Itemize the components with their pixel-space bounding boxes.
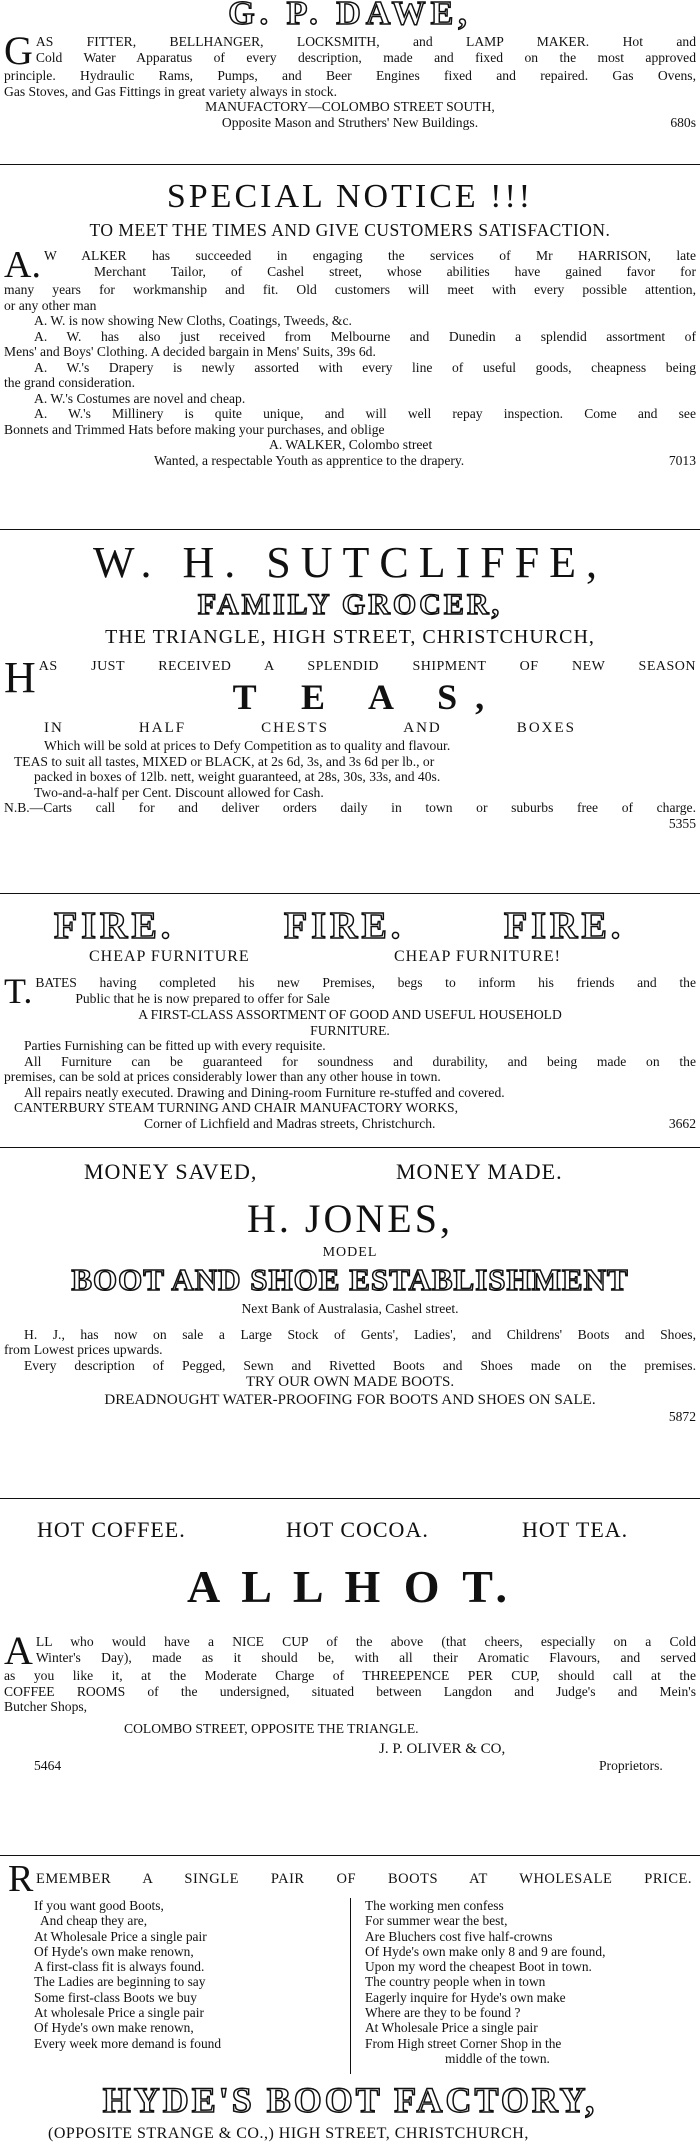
poem-line: Upon my word the cheapest Boot in town.: [365, 1959, 592, 1975]
poem-line: At Wholesale Price a single pair: [34, 1928, 207, 1944]
oliver-line: Winter's Day), made as it should be, with all their Aromatic Flavours, and served: [35, 1649, 696, 1665]
bates-line: Corner of Lichfield and Madras streets, Christchurch.: [144, 1115, 436, 1131]
jones-location: Next Bank of Australasia, Cashel street.: [241, 1301, 459, 1316]
poem-line: Some first-class Boots we buy: [34, 1989, 197, 2005]
jones-establishment: BOOT AND SHOE ESTABLISHMENT: [71, 1262, 629, 1297]
poem-line: At Wholesale Price a single pair: [365, 2020, 538, 2036]
sutcliffe-name: W. H. SUTCLIFFE,: [92, 538, 608, 587]
sutcliffe-trade: FAMILY GROCER,: [197, 588, 503, 621]
dawe-ad-number: 680s: [670, 114, 696, 130]
poem-line: The Ladies are beginning to say: [34, 1974, 206, 1990]
poem-line: For summer wear the best,: [365, 1913, 508, 1929]
oliver-street: COLOMBO STREET, OPPOSITE THE TRIANGLE.: [124, 1720, 419, 1736]
walker-line: A. W. is now showing New Cloths, Coatings, Tweeds, &c.: [34, 313, 352, 328]
poem-line: Every week more demand is found: [34, 2035, 222, 2051]
walker-line: A. WALKER, Colombo street: [269, 437, 433, 452]
walker-line: Merchant Tailor, of Cashel street, whose abilities have gained favor for: [93, 263, 696, 279]
money-saved-heading: MONEY SAVED,: [84, 1159, 258, 1184]
cheap-furniture-right: CHEAP FURNITURE!: [394, 949, 561, 965]
sutcliffe-teas: T E A S,: [232, 677, 503, 717]
poem-line: From High street Corner Shop in the: [365, 2035, 562, 2051]
dawe-advertisement: [0, 0, 700, 130]
sutcliffe-line: Two-and-a-half per Cent. Discount allowed for Cash.: [34, 784, 324, 800]
sutcliffe-advertisement: [0, 538, 700, 831]
walker-subtitle: TO MEET THE TIMES AND GIVE CUSTOMERS SATISFACTION.: [89, 220, 611, 240]
poem-line: At wholesale Price a single pair: [34, 2005, 204, 2021]
hyde-address: (OPPOSITE STRANGE & CO.,) HIGH STREET, CHRISTCHURCH,: [48, 2125, 529, 2142]
oliver-line: Butcher Shops,: [4, 1699, 88, 1714]
walker-line: W ALKER has succeeded in engaging the services of Mr HARRISON, late: [43, 248, 696, 263]
oliver-line: COFFEE ROOMS of the undersigned, situated between Langdon and Judge's and Mein's: [4, 1683, 696, 1699]
dawe-drop-cap: G: [4, 28, 33, 73]
hyde-factory-name: HYDE'S BOOT FACTORY,: [102, 2080, 598, 2120]
dawe-line: Gas Stoves, and Gas Fittings in great variety always in stock.: [4, 83, 337, 99]
bates-line: FURNITURE.: [310, 1022, 390, 1038]
sutcliffe-packing: IN HALF CHESTS AND BOXES: [44, 720, 576, 736]
divider-rule: [0, 1498, 700, 1499]
bates-line: A FIRST-CLASS ASSORTMENT OF GOOD AND USEFUL HOUSEHOLD: [138, 1007, 562, 1022]
walker-line: or any other man: [4, 297, 97, 313]
bates-line: premises, can be sold at prices considerably lower than any other house in town.: [4, 1069, 441, 1084]
hot-coffee-heading: HOT COFFEE.: [37, 1517, 186, 1542]
sutcliffe-line: packed in boxes of 12lb. nett, weight guaranteed, at 28s, 30s, 33s, and 40s.: [34, 769, 441, 784]
poem-line: Eagerly inquire for Hyde's own make: [365, 1989, 566, 2005]
poem-line: And cheap they are,: [40, 1913, 148, 1929]
hyde-drop-cap: R: [8, 1858, 34, 1900]
bates-line: Public that he is now prepared to offer for Sale: [75, 990, 330, 1006]
poem-line: The country people when in town: [365, 1974, 546, 1990]
oliver-line: as you like it, at the Moderate Charge of THREEPENCE PER CUP, should call at the: [4, 1668, 696, 1683]
bates-advertisement: [0, 903, 700, 1131]
walker-line: Wanted, a respectable Youth as apprentice to the drapery.: [154, 452, 465, 468]
sutcliffe-line: N.B.—Carts call for and deliver orders daily in town or suburbs free of charge.: [4, 800, 696, 815]
poem-line: The working men confess: [365, 1898, 504, 1913]
walker-line: A. W.'s Millinery is quite unique, and will well repay inspection. Come and see: [34, 406, 696, 421]
walker-ad-number: 7013: [668, 452, 696, 468]
jones-name: H. JONES,: [247, 1196, 453, 1241]
divider-rule: [0, 529, 700, 530]
poem-left-column: [34, 1898, 221, 2051]
poem-line: Of Hyde's own make renown,: [34, 2020, 194, 2036]
poem-column-divider: [350, 1898, 351, 2074]
divider-rule: [0, 164, 700, 165]
fire-heading: FIRE.: [284, 905, 405, 947]
hyde-headline: EMEMBER A SINGLE PAIR OF BOOTS AT WHOLESALE PRICE.: [36, 1871, 692, 1887]
sutcliffe-announce: AS JUST RECEIVED A SPLENDID SHIPMENT OF NEW SEASON: [38, 659, 696, 674]
all-hot-heading: A L L H O T.: [187, 1561, 513, 1612]
oliver-proprietors-label: Proprietors.: [599, 1758, 663, 1773]
oliver-ad-number: 5464: [34, 1758, 62, 1773]
divider-rule: [0, 1855, 700, 1856]
hot-cocoa-heading: HOT COCOA.: [286, 1517, 429, 1542]
divider-rule: [0, 893, 700, 894]
sutcliffe-line: Which will be sold at prices to Defy Competition as to quality and flavour.: [44, 738, 451, 753]
dawe-header: G. P. DAWE,: [228, 0, 472, 32]
hot-tea-heading: HOT TEA.: [522, 1517, 629, 1542]
hyde-advertisement: [0, 1860, 700, 2149]
poem-line: Are Bluchers cost five half-crowns: [365, 1928, 553, 1944]
bates-ad-number: 3662: [668, 1115, 696, 1131]
poem-line: A first-class fit is always found.: [34, 1959, 205, 1975]
walker-line: A. W.'s Costumes are novel and cheap.: [34, 390, 246, 406]
oliver-line: LL who would have a NICE CUP of the above (that cheers, especially on a Cold: [35, 1634, 696, 1649]
jones-model: MODEL: [322, 1245, 378, 1260]
dawe-line: AS FITTER, BELLHANGER, LOCKSMITH, and LAMP MAKER. Hot and: [35, 34, 696, 49]
fire-heading: FIRE.: [54, 905, 175, 947]
walker-advertisement: [0, 178, 700, 468]
sutcliffe-address: THE TRIANGLE, HIGH STREET, CHRISTCHURCH,: [105, 626, 595, 648]
jones-line: from Lowest prices upwards.: [4, 1342, 163, 1357]
fire-heading: FIRE.: [504, 905, 625, 947]
walker-line: A. W. has also just received from Melbourne and Dunedin a splendid assortment of: [34, 328, 696, 344]
sutcliffe-ad-number: 5355: [668, 815, 696, 831]
walker-drop-cap: A.: [4, 244, 41, 286]
walker-line: A. W.'s Drapery is newly assorted with every line of useful goods, cheapness being: [34, 359, 696, 375]
cheap-furniture-left: CHEAP FURNITURE: [89, 949, 250, 965]
money-made-heading: MONEY MADE.: [396, 1159, 563, 1184]
dawe-line: Cold Water Apparatus of every description, made and fixed on the most approved: [35, 49, 696, 65]
jones-line: DREADNOUGHT WATER-PROOFING FOR BOOTS AND SHOES ON SALE.: [104, 1392, 596, 1408]
poem-line: Where are they to be found ?: [365, 2005, 521, 2021]
walker-title: SPECIAL NOTICE !!!: [166, 178, 534, 215]
bates-line: All repairs neatly executed. Drawing and Dining-room Furniture re-stuffed and covered.: [24, 1084, 505, 1100]
bates-line: All Furniture can be guaranteed for soundness and durability, and being made on the: [24, 1053, 696, 1069]
walker-line: many years for workmanship and fit. Old customers will meet with every possible attention,: [4, 282, 696, 297]
poem-right-column: [365, 1898, 605, 2066]
oliver-proprietor: J. P. OLIVER & CO,: [379, 1741, 506, 1757]
poem-line: Of Hyde's own make only 8 and 9 are found,: [365, 1943, 606, 1959]
walker-line: Mens' and Boys' Clothing. A decided bargain in Mens' Suits, 39s 6d.: [4, 344, 376, 359]
oliver-advertisement: [0, 1512, 700, 1776]
jones-line: Every description of Pegged, Sewn and Rivetted Boots and Shoes made on the premises.: [24, 1357, 696, 1373]
dawe-line: MANUFACTORY—COLOMBO STREET SOUTH,: [205, 99, 495, 114]
poem-line: If you want good Boots,: [34, 1898, 164, 1913]
dawe-line: principle. Hydraulic Rams, Pumps, and Beer Engines fixed and repaired. Gas Ovens,: [4, 68, 696, 83]
jones-ad-number: 5872: [668, 1409, 696, 1424]
sutcliffe-drop-cap: H: [4, 653, 36, 702]
oliver-drop-cap: A: [4, 1628, 33, 1673]
bates-line: BATES having completed his new Premises, begs to inform his friends and the: [35, 975, 696, 990]
walker-line: the grand consideration.: [4, 375, 135, 390]
jones-line: TRY OUR OWN MADE BOOTS.: [245, 1374, 455, 1390]
dawe-line: Opposite Mason and Struthers' New Buildings.: [221, 114, 479, 130]
bates-drop-cap: T.: [4, 971, 33, 1011]
divider-rule: [0, 1147, 700, 1148]
jones-advertisement: [0, 1155, 700, 1425]
sutcliffe-line: TEAS to suit all tastes, MIXED or BLACK, at 2s 6d, 3s, and 3s 6d per lb., or: [14, 753, 435, 769]
jones-line: H. J., has now on sale a Large Stock of Gents', Ladies', and Childrens' Boots and Shoes,: [24, 1326, 696, 1342]
poem-line: middle of the town.: [445, 2050, 550, 2066]
walker-line: Bonnets and Trimmed Hats before making your purchases, and oblige: [4, 421, 385, 437]
poem-line: Of Hyde's own make renown,: [34, 1943, 194, 1959]
bates-line: Parties Furnishing can be fitted up with every requisite.: [24, 1038, 326, 1053]
bates-line: CANTERBURY STEAM TURNING AND CHAIR MANUFACTORY WORKS,: [14, 1100, 458, 1115]
